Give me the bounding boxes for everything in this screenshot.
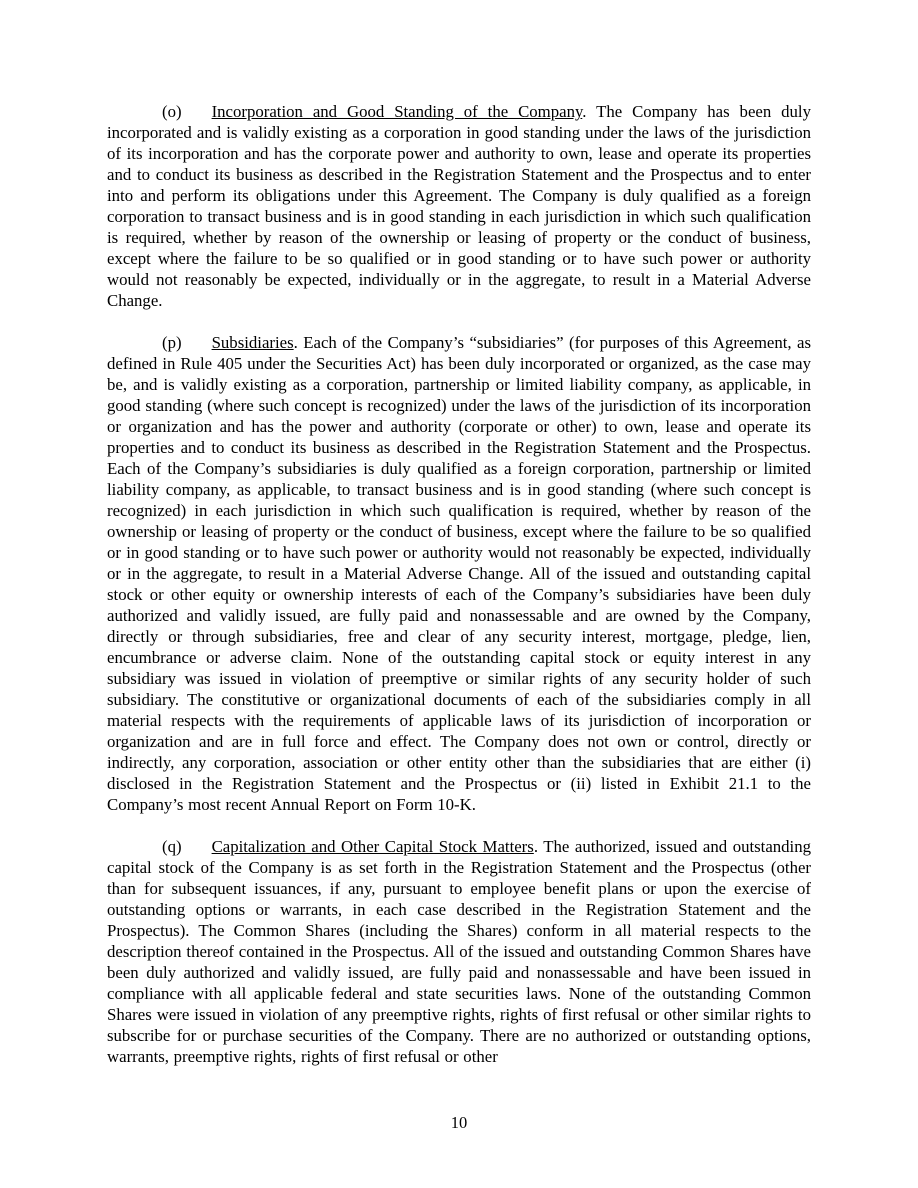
paragraph-o-heading: Incorporation and Good Standing of the Company xyxy=(211,102,583,121)
document-body xyxy=(107,101,811,1067)
paragraph-q-label: (q) xyxy=(162,837,182,856)
paragraph-p-label: (p) xyxy=(162,333,182,352)
paragraph-o-text: . The Company has been duly incorporated and is validly existing as a corporation in good standing under the laws of the jurisdiction of its incorporation and has the corporate power and authority to own, lease and operate its properties and to conduct its business as described in the Registration Statement and the Prospectus and to enter into and perform its obligations under this Agreement. The Company is duly qualified as a foreign corporation to transact business and is in good standing in each jurisdiction in which such qualification is required, whether by reason of the ownership or leasing of property or the conduct of business, except where the failure to be so qualified or in good standing or to have such power or authority would not reasonably be expected, individually or in the aggregate, to result in a Material Adverse Change. xyxy=(107,102,811,310)
paragraph-p-heading: Subsidiaries xyxy=(211,333,294,352)
paragraph-q xyxy=(107,836,811,1067)
paragraph-q-heading: Capitalization and Other Capital Stock Matters xyxy=(211,837,534,856)
paragraph-o-label: (o) xyxy=(162,102,182,121)
paragraph-p xyxy=(107,332,811,815)
paragraph-q-text: . The authorized, issued and outstanding capital stock of the Company is as set forth in the Registration Statement and the Prospectus (other than for subsequent issuances, if any, pursuant to employee benefit plans or upon the exercise of outstanding options or warrants, in each case described in the Registration Statement and the Prospectus). The Common Shares (including the Shares) conform in all material respects to the description thereof contained in the Prospectus. All of the issued and outstanding Common Shares have been duly authorized and validly issued, are fully paid and nonassessable and have been issued in compliance with all applicable federal and state securities laws. None of the outstanding Common Shares were issued in violation of any preemptive rights, rights of first refusal or other similar rights to subscribe for or purchase securities of the Company. There are no authorized or outstanding options, warrants, preemptive rights, rights of first refusal or other xyxy=(107,837,811,1066)
paragraph-o xyxy=(107,101,811,311)
paragraph-p-text: . Each of the Company’s “subsidiaries” (for purposes of this Agreement, as defined in Rule 405 under the Securities Act) has been duly incorporated or organized, as the case may be, and is validly existing as a corporation, partnership or limited liability company, as applicable, in good standing (where such concept is recognized) under the laws of the jurisdiction of its incorporation or organization and has the power and authority (corporate or other) to own, lease and operate its properties and to conduct its business as described in the Registration Statement and the Prospectus. Each of the Company’s subsidiaries is duly qualified as a foreign corporation, partnership or limited liability company, as applicable, to transact business and is in good standing (where such concept is recognized) in each jurisdiction in which such qualification is required, whether by reason of the ownership or leasing of property or the conduct of business, except where the failure to be so qualified or in good standing or to have such power or authority would not reasonably be expected, individually or in the aggregate, to result in a Material Adverse Change. All of the issued and outstanding capital stock or other equity or ownership interests of each of the Company’s subsidiaries have been duly authorized and validly issued, are fully paid and nonassessable and are owned by the Company, directly or through subsidiaries, free and clear of any security interest, mortgage, pledge, lien, encumbrance or adverse claim. None of the outstanding capital stock or equity interest in any subsidiary was issued in violation of preemptive or similar rights of any security holder of such subsidiary. The constitutive or organizational documents of each of the subsidiaries comply in all material respects with the requirements of applicable laws of its jurisdiction of incorporation or organization and are in full force and effect. The Company does not own or control, directly or indirectly, any corporation, association or other entity other than the subsidiaries that are either (i) disclosed in the Registration Statement and the Prospectus or (ii) listed in Exhibit 21.1 to the Company’s most recent Annual Report on Form 10-K. xyxy=(107,333,811,814)
page-number: 10 xyxy=(450,1113,468,1132)
